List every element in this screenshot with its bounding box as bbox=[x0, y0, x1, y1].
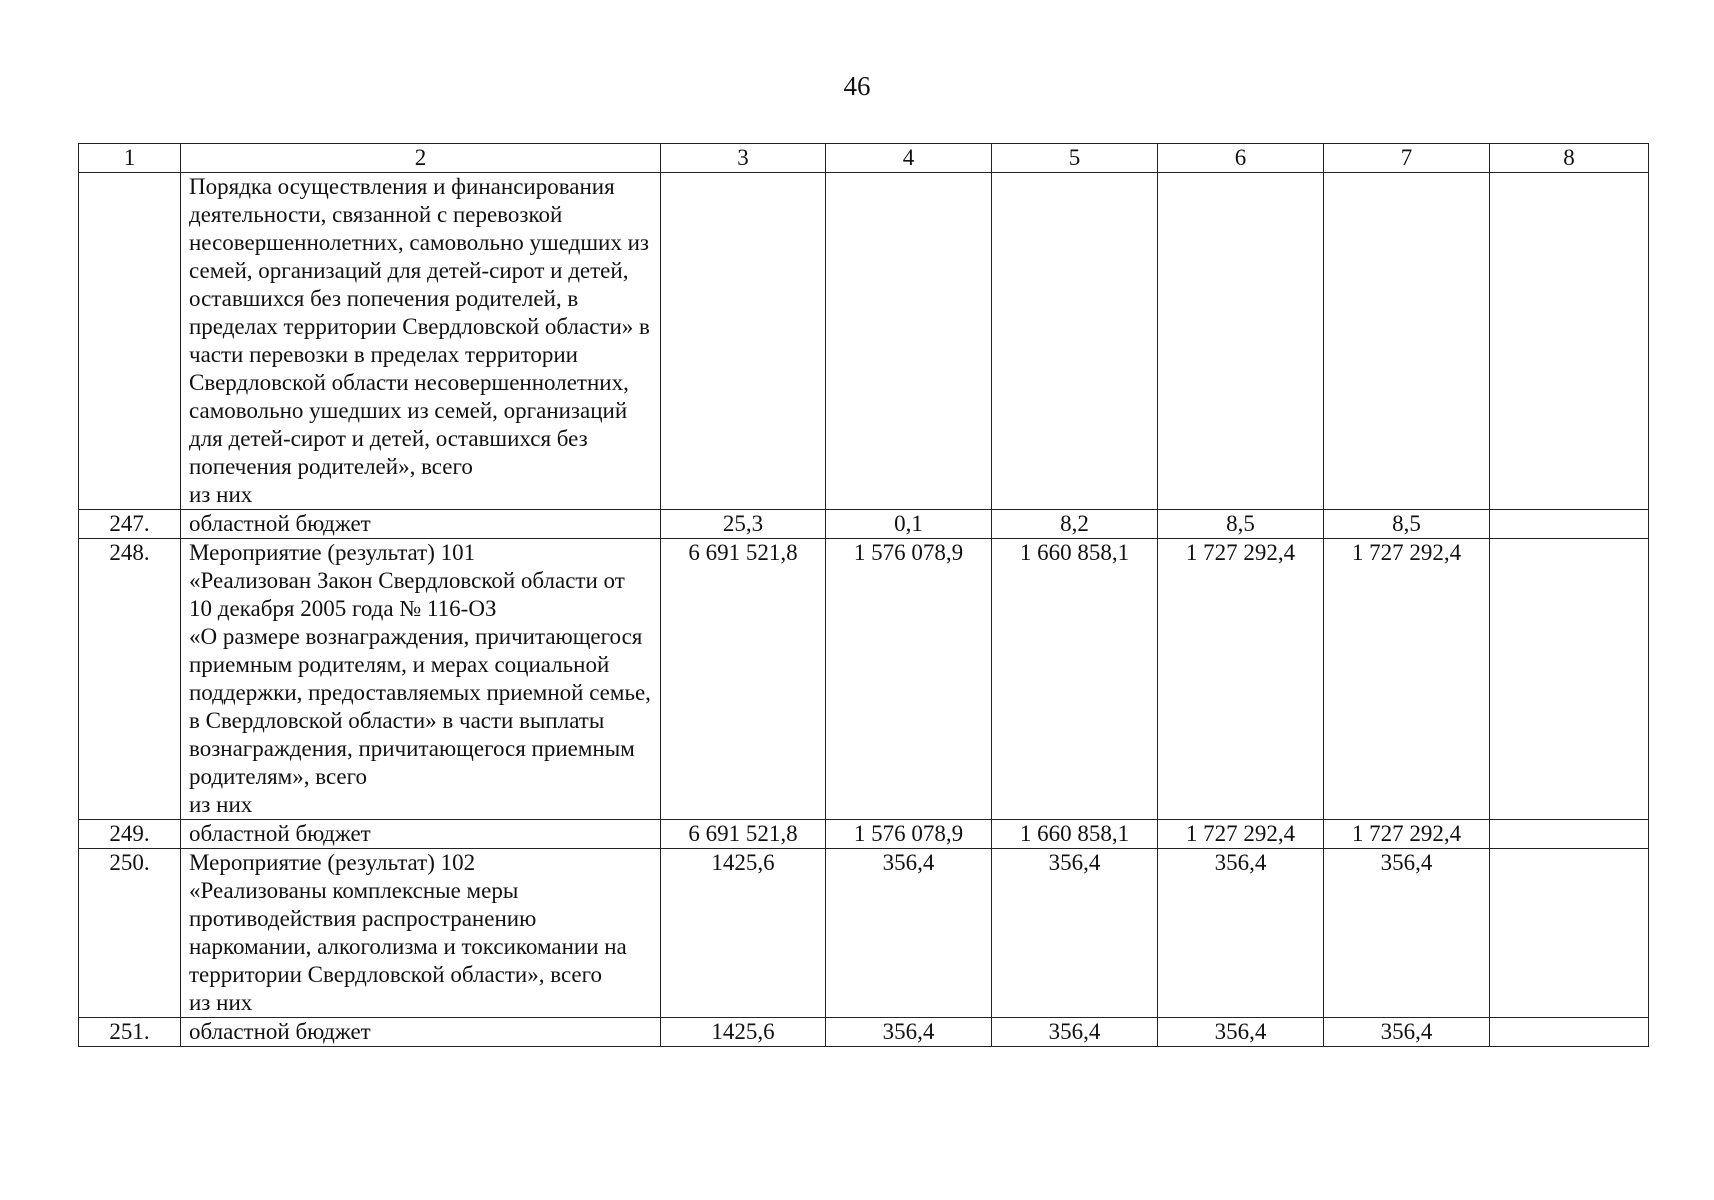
value-cell: 356,4 bbox=[1324, 849, 1490, 1018]
table-row bbox=[79, 820, 1649, 849]
column-header: 4 bbox=[826, 144, 992, 173]
table-row bbox=[79, 1018, 1649, 1047]
table-row bbox=[79, 173, 1649, 510]
row-number: 249. bbox=[79, 820, 181, 849]
value-cell: 356,4 bbox=[992, 849, 1158, 1018]
value-cell: 25,3 bbox=[661, 510, 826, 539]
value-cell: 1 660 858,1 bbox=[992, 820, 1158, 849]
value-cell bbox=[661, 173, 826, 510]
description-text: Мероприятие (результат) 101 «Реализован Закон Свердловской области от 10 декабря 2005 года № 116-ОЗ «О размере вознаграждения, причитающегося приемным родителям, и мерах социальной поддержки, предоставляемых приемной семье, в Свердловской области» в части выплаты вознаграждения, причитающегося приемным родителям», всего bbox=[189, 540, 651, 789]
row-number bbox=[79, 173, 181, 510]
value-cell: 1 660 858,1 bbox=[992, 539, 1158, 820]
value-cell: 8,2 bbox=[992, 510, 1158, 539]
value-cell bbox=[1158, 173, 1324, 510]
value-cell bbox=[1490, 510, 1649, 539]
value-cell: 8,5 bbox=[1324, 510, 1490, 539]
row-number: 247. bbox=[79, 510, 181, 539]
value-cell bbox=[826, 173, 992, 510]
row-description bbox=[181, 539, 661, 820]
column-header: 5 bbox=[992, 144, 1158, 173]
value-cell bbox=[1490, 849, 1649, 1018]
page-number: 46 bbox=[843, 71, 871, 101]
value-cell bbox=[992, 173, 1158, 510]
row-description: областной бюджет bbox=[181, 820, 661, 849]
row-description: областной бюджет bbox=[181, 510, 661, 539]
value-cell bbox=[1490, 1018, 1649, 1047]
value-cell: 8,5 bbox=[1158, 510, 1324, 539]
value-cell: 1 727 292,4 bbox=[1158, 539, 1324, 820]
value-cell: 1 727 292,4 bbox=[1158, 820, 1324, 849]
column-header: 2 bbox=[181, 144, 661, 173]
value-cell: 356,4 bbox=[1158, 849, 1324, 1018]
column-header: 3 bbox=[661, 144, 826, 173]
value-cell: 6 691 521,8 bbox=[661, 820, 826, 849]
value-cell: 356,4 bbox=[992, 1018, 1158, 1047]
column-number-row bbox=[79, 144, 1649, 173]
column-header: 6 bbox=[1158, 144, 1324, 173]
value-cell: 1 727 292,4 bbox=[1324, 539, 1490, 820]
value-cell: 0,1 bbox=[826, 510, 992, 539]
row-number: 250. bbox=[79, 849, 181, 1018]
value-cell bbox=[1490, 539, 1649, 820]
value-cell: 1 576 078,9 bbox=[826, 820, 992, 849]
table-row bbox=[79, 849, 1649, 1018]
description-subtext: из них bbox=[189, 792, 253, 817]
row-description: областной бюджет bbox=[181, 1018, 661, 1047]
row-number: 248. bbox=[79, 539, 181, 820]
column-header: 7 bbox=[1324, 144, 1490, 173]
value-cell: 356,4 bbox=[826, 1018, 992, 1047]
column-header: 1 bbox=[79, 144, 181, 173]
value-cell: 356,4 bbox=[1324, 1018, 1490, 1047]
description-subtext: из них bbox=[189, 990, 253, 1015]
value-cell bbox=[1490, 820, 1649, 849]
value-cell bbox=[1490, 173, 1649, 510]
value-cell: 356,4 bbox=[826, 849, 992, 1018]
description-text: Мероприятие (результат) 102 «Реализованы комплексные меры противодействия распространению наркомании, алкоголизма и токсикомании на территории Свердловской области», всего bbox=[189, 850, 627, 987]
value-cell: 1 727 292,4 bbox=[1324, 820, 1490, 849]
value-cell: 1425,6 bbox=[661, 849, 826, 1018]
row-number: 251. bbox=[79, 1018, 181, 1047]
table-row bbox=[79, 510, 1649, 539]
column-header: 8 bbox=[1490, 144, 1649, 173]
value-cell: 1425,6 bbox=[661, 1018, 826, 1047]
value-cell: 1 576 078,9 bbox=[826, 539, 992, 820]
value-cell bbox=[1324, 173, 1490, 510]
value-cell: 6 691 521,8 bbox=[661, 539, 826, 820]
value-cell: 356,4 bbox=[1158, 1018, 1324, 1047]
budget-table bbox=[78, 143, 1649, 1047]
row-description bbox=[181, 173, 661, 510]
table-row bbox=[79, 539, 1649, 820]
row-description bbox=[181, 849, 661, 1018]
description-subtext: из них bbox=[189, 482, 253, 507]
description-text: Порядка осуществления и финансирования деятельности, связанной с перевозкой несовершеннолетних, самовольно ушедших из семей, организаций для детей-сирот и детей, оставшихся без попечения родителей, в пределах территории Свердловской области» в части перевозки в пределах территории Свердловской области несовершеннолетних, самовольно ушедших из семей, организаций для детей-сирот и детей, оставшихся без попечения родителей», всего bbox=[189, 174, 650, 479]
